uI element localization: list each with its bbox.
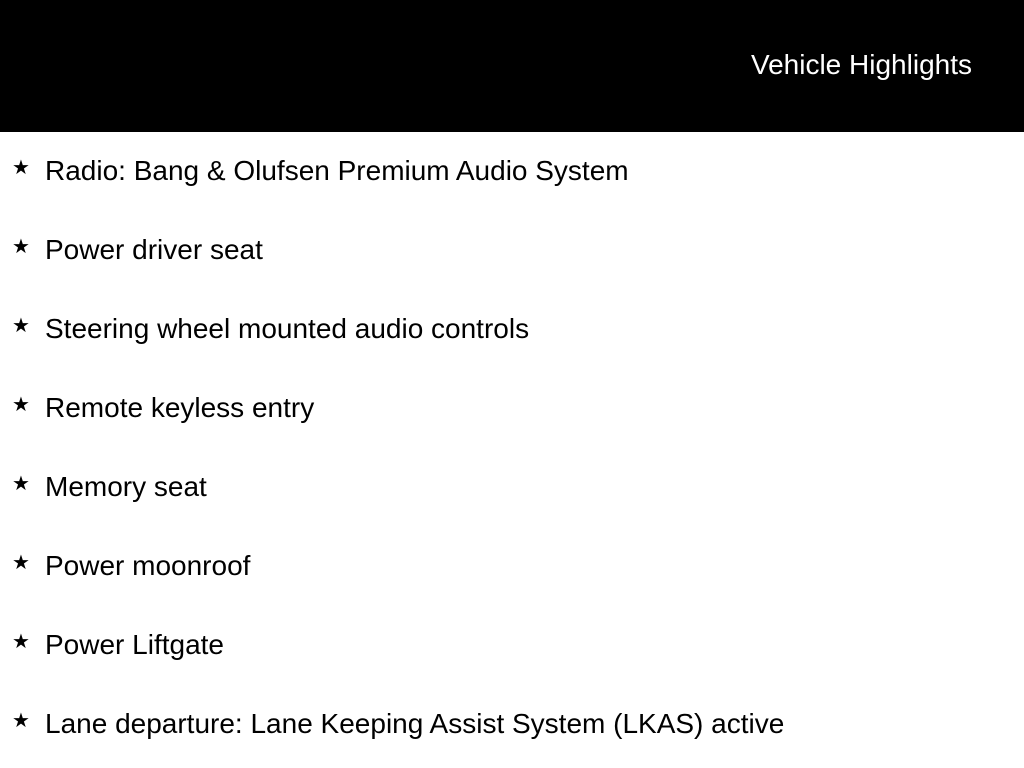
list-item xyxy=(0,211,1024,290)
star-icon: ★ xyxy=(12,631,30,653)
star-icon: ★ xyxy=(12,315,30,337)
highlight-label: Steering wheel mounted audio controls xyxy=(45,313,530,344)
highlight-label: Memory seat xyxy=(45,471,207,502)
star-icon: ★ xyxy=(12,710,30,732)
list-item xyxy=(0,132,1024,211)
list-item xyxy=(0,527,1024,606)
header-bar xyxy=(0,0,1024,132)
list-item xyxy=(0,448,1024,527)
list-item xyxy=(0,369,1024,448)
star-icon: ★ xyxy=(12,394,30,416)
list-item xyxy=(0,606,1024,685)
highlight-label: Power moonroof xyxy=(45,550,251,581)
highlight-label: Remote keyless entry xyxy=(45,392,315,423)
star-icon: ★ xyxy=(12,473,30,495)
star-icon: ★ xyxy=(12,236,30,258)
highlight-label: Power driver seat xyxy=(45,234,263,265)
highlight-label: Lane departure: Lane Keeping Assist System (LKAS) active xyxy=(45,708,785,739)
list-item xyxy=(0,685,1024,764)
page-title: Vehicle Highlights xyxy=(750,49,972,80)
highlight-label: Power Liftgate xyxy=(45,629,224,660)
highlights-list xyxy=(0,132,1024,764)
list-item xyxy=(0,290,1024,369)
star-icon: ★ xyxy=(12,552,30,574)
star-icon: ★ xyxy=(12,157,30,179)
highlight-label: Radio: Bang & Olufsen Premium Audio System xyxy=(45,155,629,186)
